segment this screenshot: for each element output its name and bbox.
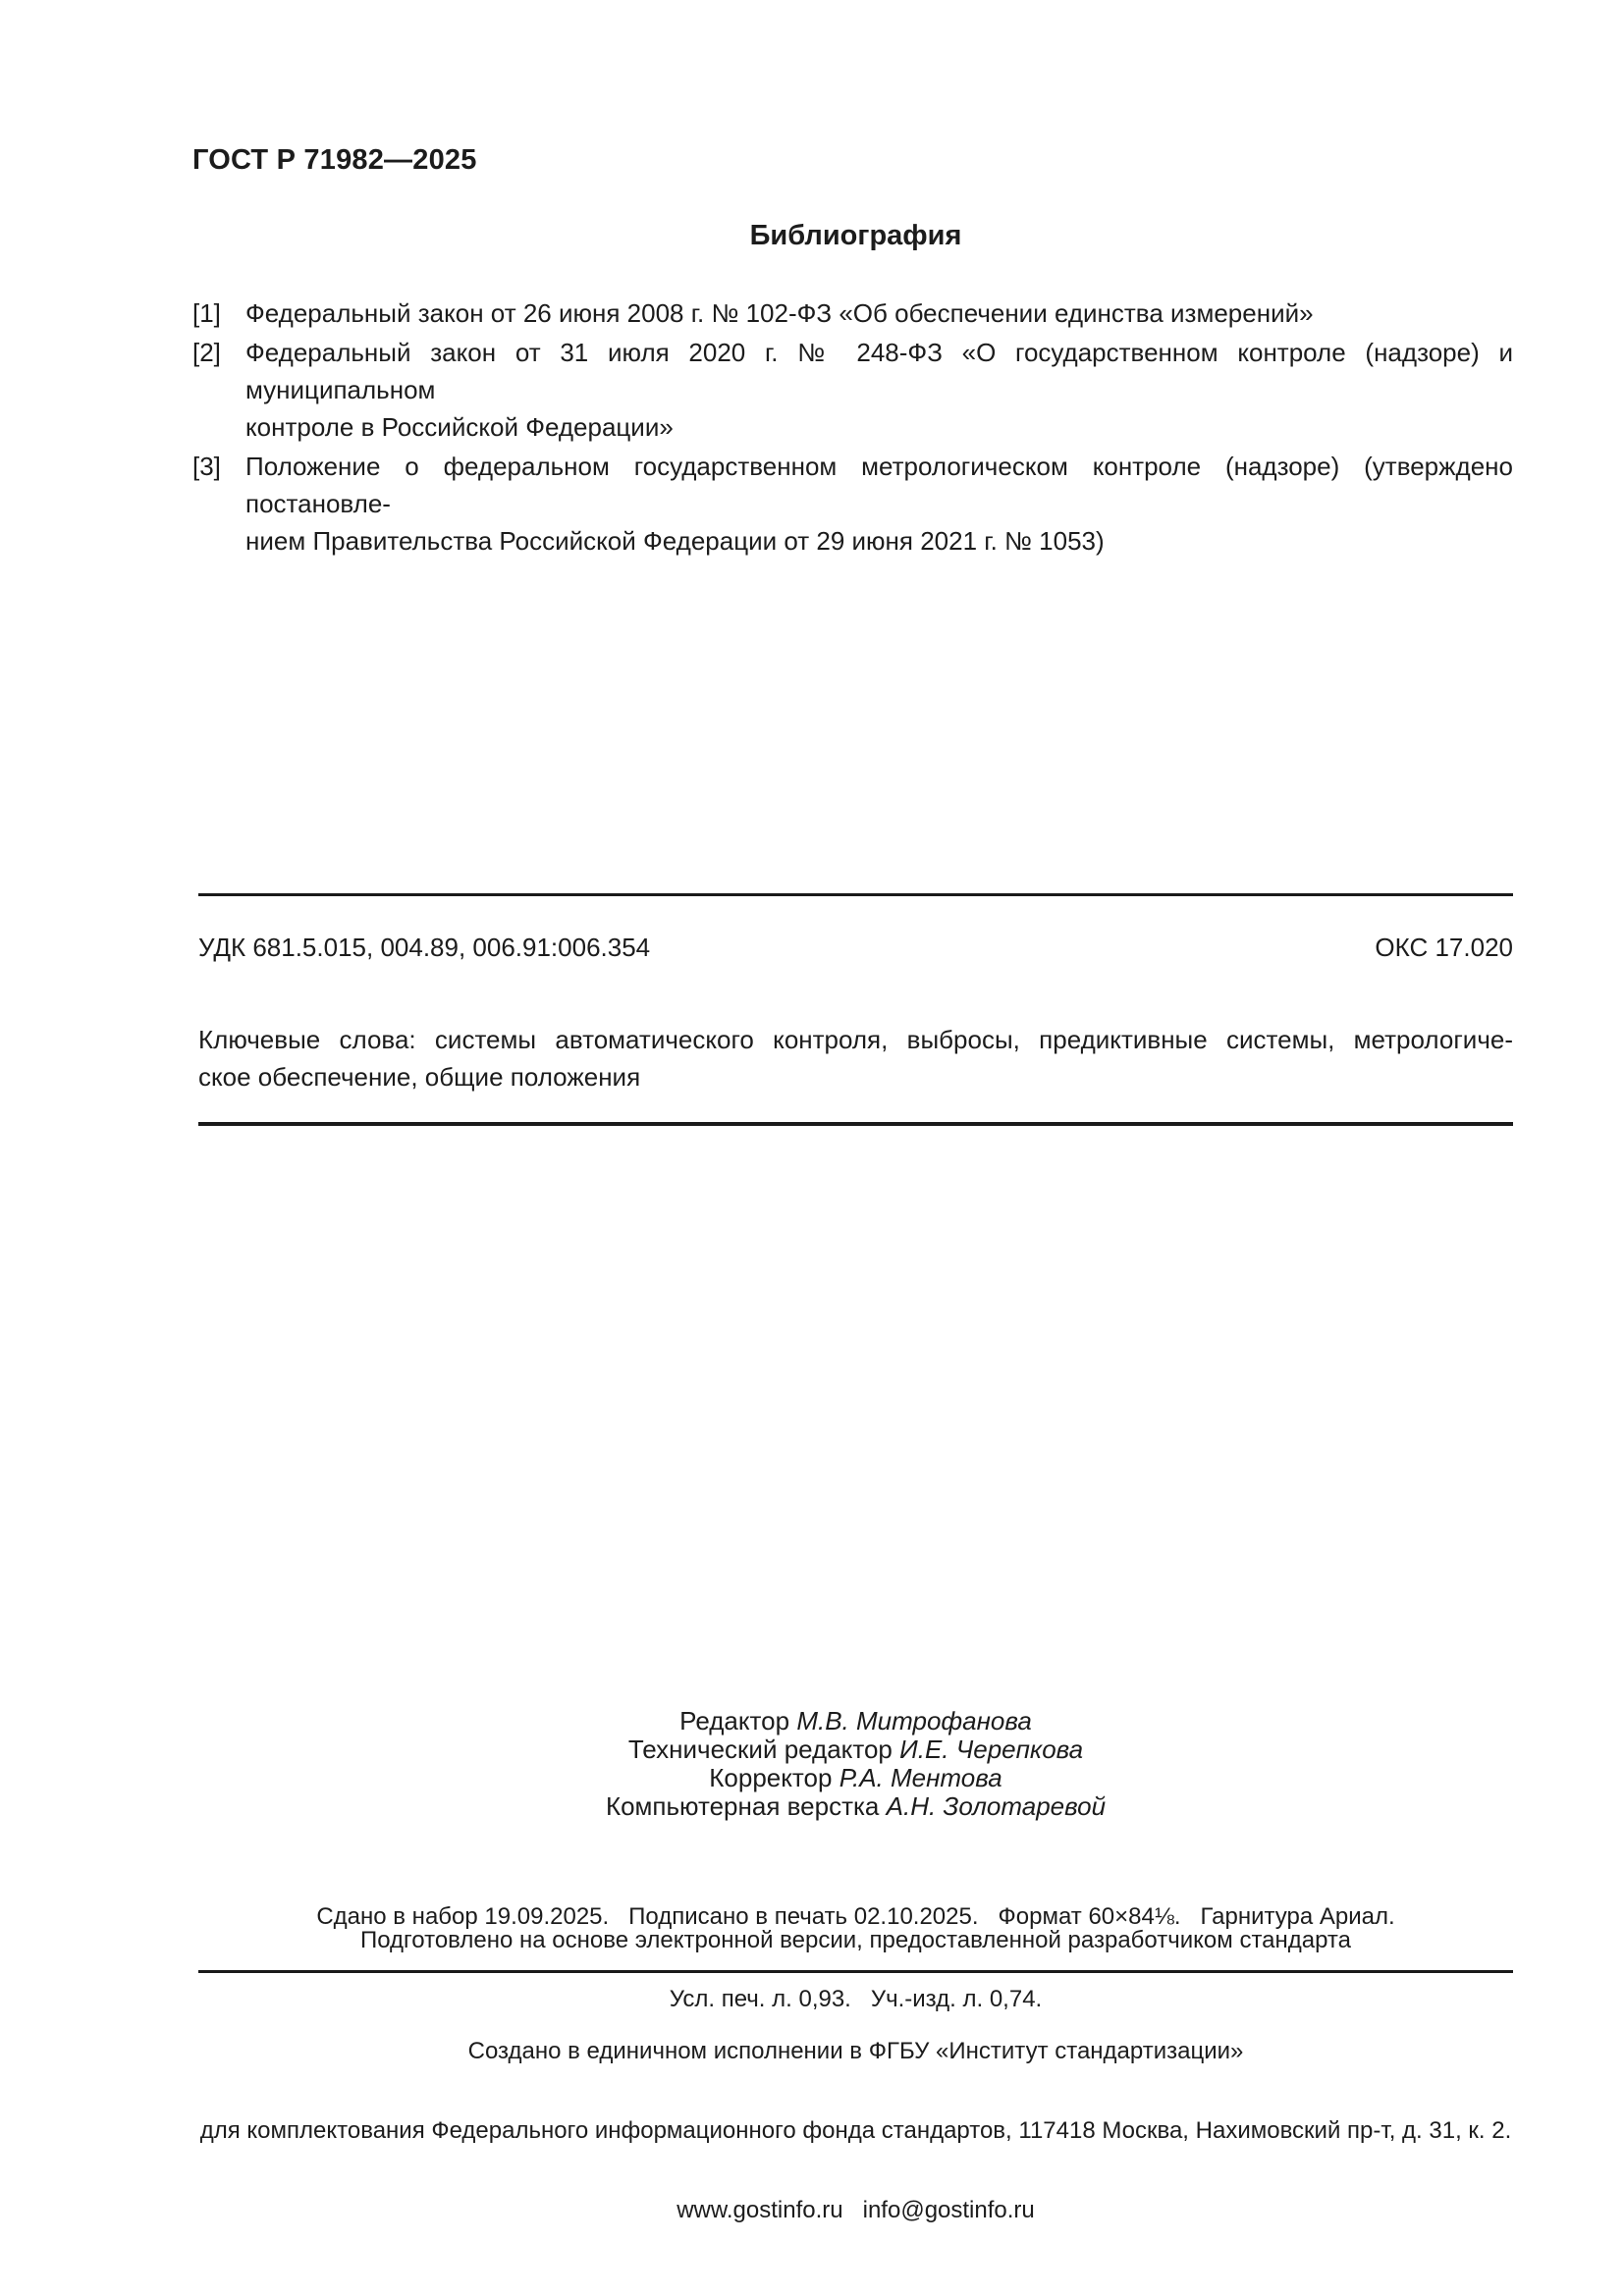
keywords-line: Ключевые слова: системы автоматического контроля, выбросы, предиктивные системы, метрологиче- [198, 1025, 1513, 1054]
credit-line [198, 1764, 1513, 1792]
imprint-line: Усл. печ. л. 0,93. Уч.-изд. л. 0,74. [669, 1986, 1043, 2012]
credit-role: Технический редактор [627, 1735, 893, 1764]
separator-rule-footer [198, 1970, 1513, 1973]
bibliography-line: Федеральный закон от 26 июня 2008 г. № 102-ФЗ «Об обеспечении единства измерений» [245, 298, 1314, 328]
footer-line: www.gostinfo.ru info@gostinfo.ru [677, 2197, 1035, 2223]
udk-code: УДК 681.5.015, 004.89, 006.91:006.354 [198, 933, 651, 962]
credits-block [198, 1707, 1513, 1821]
classification-row [198, 929, 1513, 966]
bibliography-line: нием Правительства Российской Федерации от 29 июня 2021 г. № 1053) [245, 526, 1105, 556]
separator-rule-top [198, 893, 1513, 896]
prepared-note: Подготовлено на основе электронной версии, предоставленной разработчиком стандарта [359, 1927, 1352, 1953]
credit-role: Корректор [709, 1763, 833, 1792]
credit-role: Редактор [679, 1706, 790, 1735]
imprint-line: Сдано в набор 19.09.2025. Подписано в печать 02.10.2025. Формат 60×84⅛. Гарнитура Ариал. [316, 1903, 1395, 1930]
bibliography-item [192, 294, 1513, 332]
bibliography-list [192, 294, 1513, 561]
bibliography-line: контроле в Российской Федерации» [245, 412, 674, 442]
bibliography-ref: [1] [192, 298, 221, 328]
publisher-footer [154, 1985, 1557, 2276]
credit-line [198, 1792, 1513, 1821]
credit-name: М.В. Митрофанова [796, 1706, 1032, 1735]
bibliography-ref: [2] [192, 338, 221, 367]
bibliography-item [192, 334, 1513, 446]
bibliography-line: Федеральный закон от 31 июля 2020 г. № 248-ФЗ «О государственном контроле (надзоре) и муниципальном [245, 338, 1513, 404]
credit-line [198, 1735, 1513, 1764]
credit-role: Компьютерная верстка [605, 1791, 880, 1821]
credit-line [198, 1707, 1513, 1735]
oks-code: ОКС 17.020 [1375, 933, 1513, 962]
credit-name: И.Е. Черепкова [899, 1735, 1084, 1764]
doc-number: ГОСТ Р 71982—2025 [192, 144, 477, 176]
separator-rule-keywords [198, 1122, 1513, 1126]
footer-line: для комплектования Федерального информационного фонда стандартов, 117418 Москва, Нахимовский пр-т, д. 31, к. 2. [199, 2117, 1512, 2144]
keywords-block [198, 1021, 1513, 1095]
bibliography-line: Положение о федеральном государственном метрологическом контроле (надзоре) (утверждено постановле- [245, 452, 1513, 518]
bibliography-item [192, 448, 1513, 560]
credit-name: Р.А. Ментова [839, 1763, 1002, 1792]
footer-line: Создано в единичном исполнении в ФГБУ «Институт стандартизации» [467, 2038, 1244, 2064]
section-title: Библиография [749, 220, 962, 251]
credit-name: А.Н. Золотаревой [886, 1791, 1107, 1821]
bibliography-ref: [3] [192, 452, 221, 481]
keywords-line: ское обеспечение, общие положения [198, 1062, 641, 1092]
